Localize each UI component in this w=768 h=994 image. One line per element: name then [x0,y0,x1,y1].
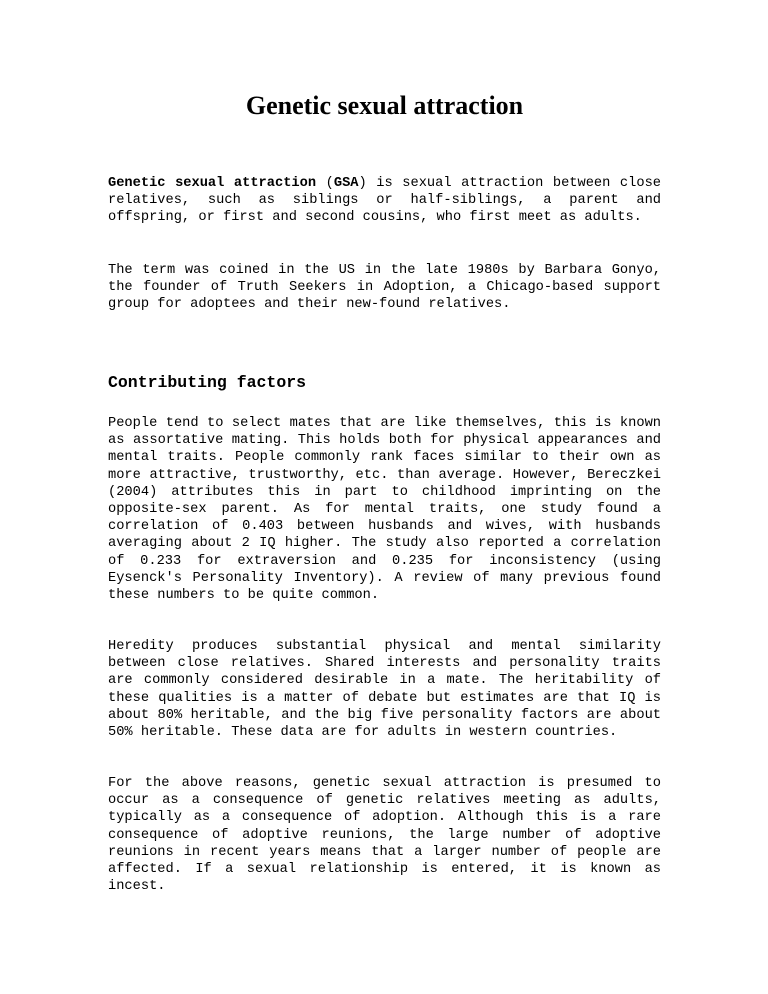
intro-paragraph [108,175,661,227]
document-title: Genetic sexual attraction [245,91,524,120]
history-paragraph: The term was coined in the US in the late 1980s by Barbara Gonyo, the founder of Truth Seekers in Adoption, a Chicago-based support group for adoptees and their new-found relatives. [108,263,661,313]
section-heading: Contributing factors [108,373,307,392]
abbr-term: GSA [333,176,359,191]
lead-term: Genetic sexual attraction [108,176,317,191]
heredity-paragraph: Heredity produces substantial physical and mental similarity between close relatives. Shared interests and personality traits are commonly considered desirable in a mate. The heritability of these qualities is a matter of debate but estimates are that IQ is about 80% heritable, and the big five personality factors are about 50% heritable. These data are for adults in western countries. [108,639,661,741]
assortative-mating-paragraph: People tend to select mates that are like themselves, this is known as assortative mating. This holds both for physical appearances and mental traits. People commonly rank faces similar to their own as more attractive, trustworthy, etc. than average. However, Bereczkei (2004) attributes this in part to childhood imprinting on the opposite-sex parent. As for mental traits, one study found a correlation of 0.403 between husbands and wives, with husbands averaging about 2 IQ higher. The study also reported a correlation of 0.233 for extraversion and 0.235 for inconsistency (using Eysenck's Personality Inventory). A review of many previous found these numbers to be quite common. [108,416,661,604]
conclusion-paragraph: For the above reasons, genetic sexual attraction is presumed to occur as a consequence of genetic relatives meeting as adults, typically as a consequence of adoption. Although this is a rare consequence of adoptive reunions, the large number of adoptive reunions in recent years means that a larger number of people are affected. If a sexual relationship is entered, it is known as incest. [108,776,661,895]
intro-rest: ) is sexual attraction between close relatives, such as siblings or half-siblings, a parent and offspring, or first and second cousins, who first meet as adults. [108,176,661,226]
abbr-open: ( [316,176,334,191]
